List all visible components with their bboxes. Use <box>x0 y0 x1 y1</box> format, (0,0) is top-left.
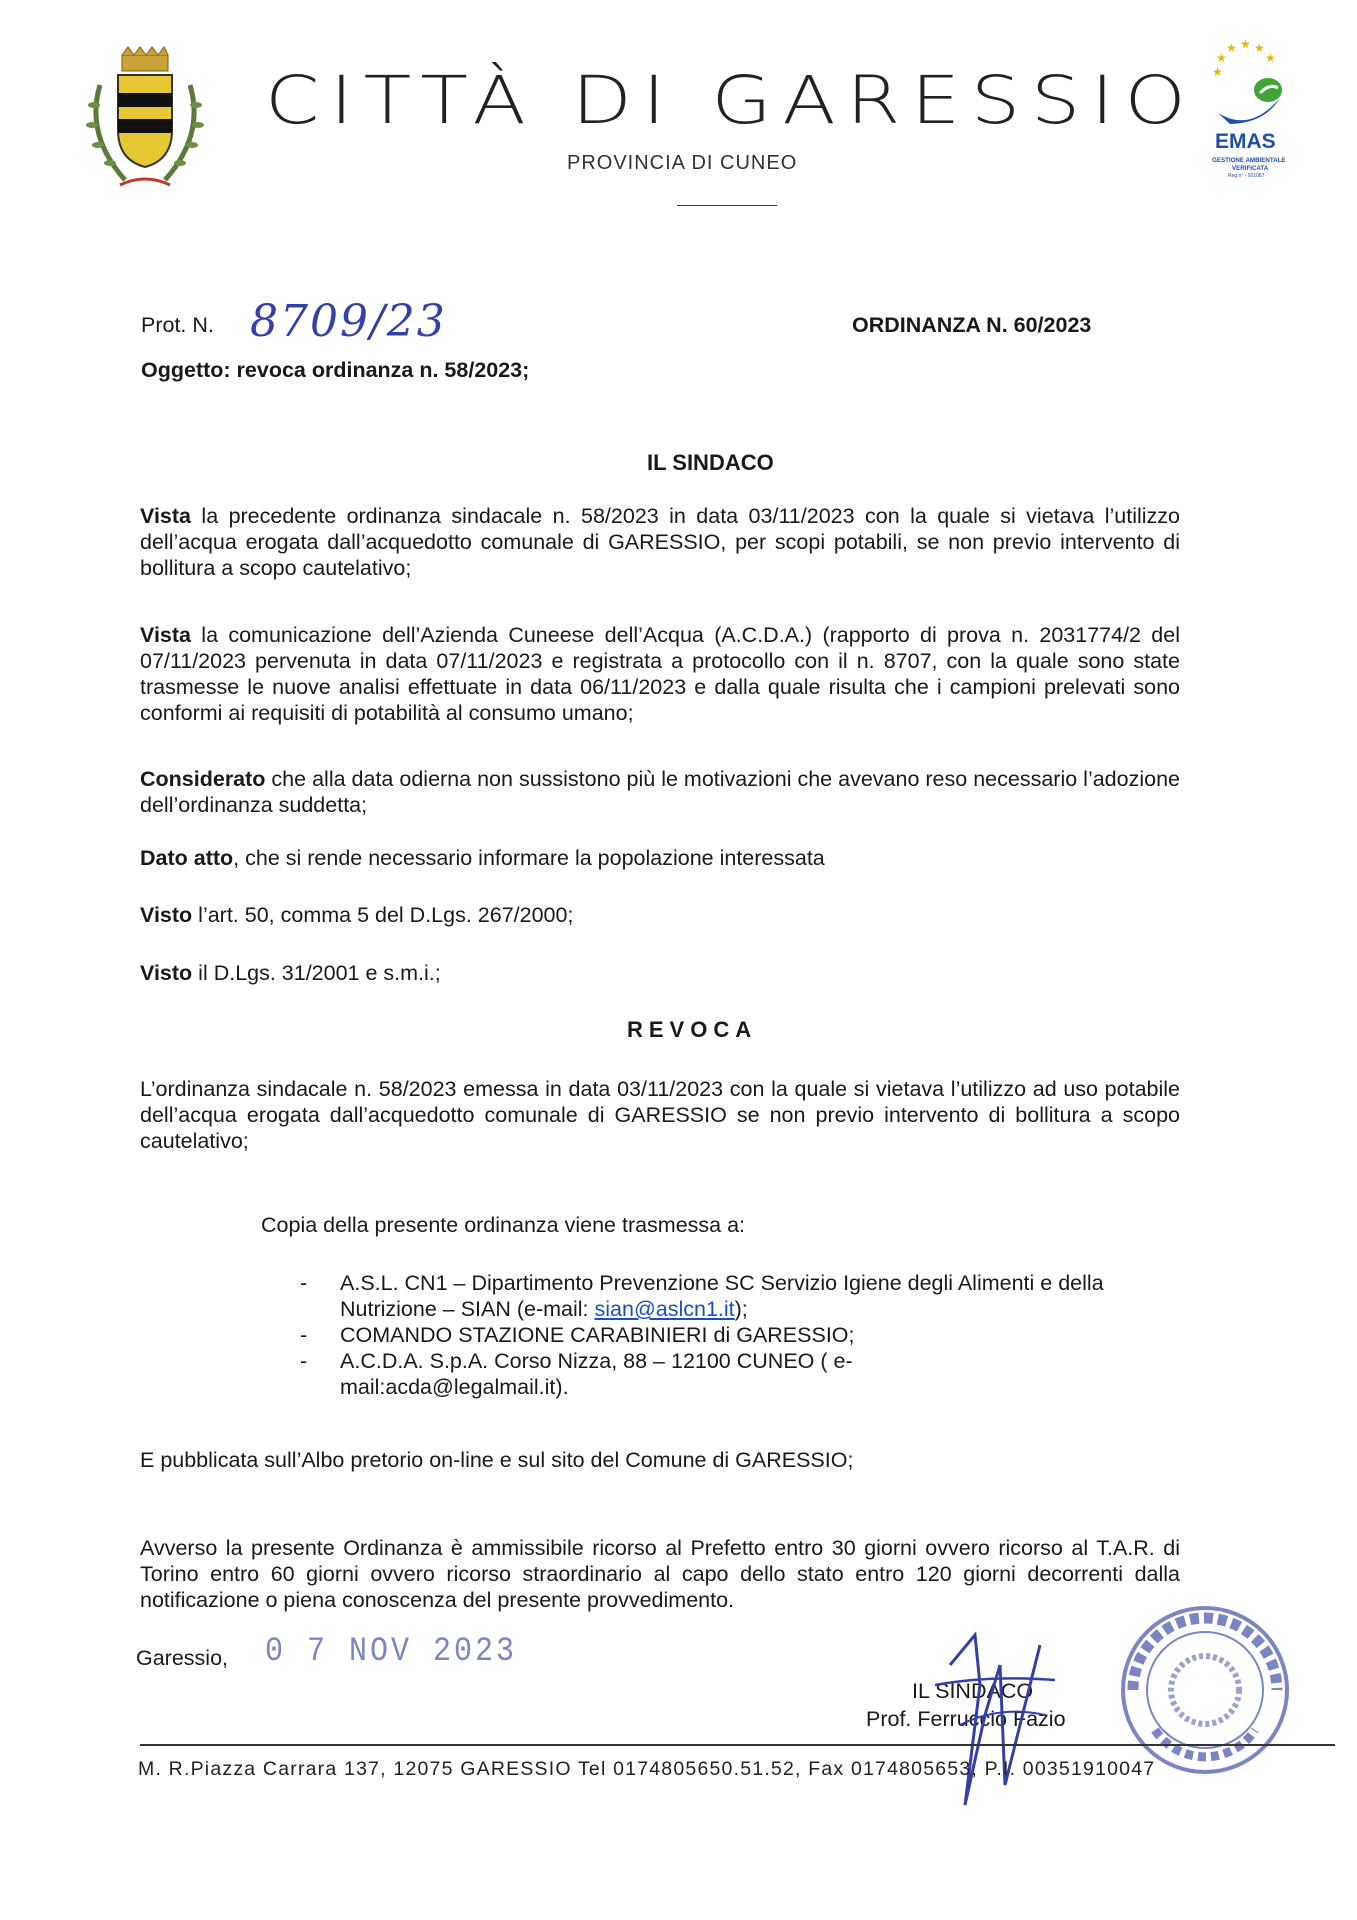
premise-paragraph <box>140 960 1180 986</box>
premise-text: la comunicazione dell’Azienda Cuneese dell’Acqua (A.C.D.A.) (rapporto di prova n. 2031774/2 del 07/11/2023 pervenuta in data 07/11/2023 e registrata a protocollo con il n. 8707, con la quale sono state trasmesse le nuove analisi effettuate in data 06/11/2023 e dalla quale risulta che i campioni prelevati sono conformi ai requisiti di potabilità al consumo umano; <box>140 623 1180 725</box>
protocol-label: Prot. N. <box>141 313 214 337</box>
premise-lead: Visto <box>140 961 193 985</box>
signer-name: Prof. Ferruccio Fazio <box>866 1707 1066 1731</box>
list-item <box>290 1270 1180 1322</box>
decision-heading: REVOCA <box>627 1017 758 1042</box>
emas-caption-2: VERIFICATA <box>1232 165 1269 172</box>
date-stamp: 0 7 NOV 2023 <box>265 1632 518 1672</box>
premise-text: l’art. 50, comma 5 del D.Lgs. 267/2000; <box>192 903 574 927</box>
handwritten-signature-icon <box>930 1605 1060 1840</box>
list-dash: - <box>300 1271 308 1295</box>
premise-paragraph <box>140 766 1180 818</box>
signer-role: IL SINDACO <box>912 1679 1034 1703</box>
emas-logo <box>1210 38 1290 188</box>
ordinance-number: ORDINANZA N. 60/2023 <box>852 313 1092 337</box>
svg-text:★: ★ <box>1212 65 1223 79</box>
svg-text:★: ★ <box>1265 51 1276 65</box>
footer-divider <box>140 1744 1335 1746</box>
recipient-text: A.C.D.A. S.p.A. Corso Nizza, 88 – 12100 CUNEO ( e-mail:acda@legalmail.it). <box>340 1349 853 1399</box>
footer-address: M. R.Piazza Carrara 137, 12075 GARESSIO Tel 0174805650.51.52, Fax 0174805653, P.I. 00351910047 <box>138 1758 1156 1780</box>
subject-line: Oggetto: revoca ordinanza n. 58/2023; <box>141 358 530 382</box>
header-divider <box>677 205 777 206</box>
list-item <box>290 1348 1040 1400</box>
premise-lead: Vista <box>140 623 191 647</box>
protocol-handwritten-number: 8709/23 <box>250 296 447 347</box>
svg-text:★: ★ <box>1254 41 1265 55</box>
comune-crest-icon <box>80 45 210 200</box>
list-item <box>290 1322 1180 1348</box>
recipient-text-after: ); <box>734 1297 748 1321</box>
premise-text: che alla data odierna non sussistono più le motivazioni che avevano reso necessario l’adozione dell’ordinanza suddetta; <box>140 767 1180 817</box>
premise-paragraph <box>140 503 1180 581</box>
premise-lead: Visto <box>140 903 193 927</box>
place-label: Garessio, <box>136 1646 229 1670</box>
list-dash: - <box>300 1349 308 1373</box>
premise-text: la precedente ordinanza sindacale n. 58/2023 in data 03/11/2023 con la quale si vietava l’utilizzo dell’acqua erogata dall’acquedotto comunale di GARESSIO, per scopi potabili, se non previo intervento di bollitura a scopo cautelativo; <box>140 504 1180 580</box>
premise-lead: Considerato <box>140 767 266 791</box>
svg-text:★: ★ <box>1226 41 1237 55</box>
appeal-paragraph: Avverso la presente Ordinanza è ammissibile ricorso al Prefetto entro 30 giorni ovvero ricorso al T.A.R. di Torino entro 60 giorni ovvero ricorso straordinario al capo dello stato entro 120 giorni decorrenti dalla notificazione o piena conoscenza del presente provvedimento. <box>140 1536 1180 1612</box>
copy-intro: Copia della presente ordinanza viene trasmessa a: <box>261 1213 746 1237</box>
premise-lead: Vista <box>140 504 191 528</box>
recipient-text: A.S.L. CN1 – Dipartimento Prevenzione SC Servizio Igiene degli Alimenti e della Nutrizione – SIAN (e-mail: <box>340 1271 1104 1321</box>
premise-paragraph <box>140 902 1180 928</box>
premise-lead: Dato atto <box>140 846 234 870</box>
issuer-heading: IL SINDACO <box>647 450 774 475</box>
recipient-text: COMANDO STAZIONE CARABINIERI di GARESSIO; <box>340 1323 855 1347</box>
list-dash: - <box>300 1323 308 1347</box>
premise-text: , che si rende necessario informare la popolazione interessata <box>233 846 825 870</box>
decision-paragraph: L’ordinanza sindacale n. 58/2023 emessa in data 03/11/2023 con la quale si vietava l’utilizzo ad uso potabile dell’acqua erogata dall’acquedotto comunale di GARESSIO se non previo intervento di bollitura a scopo cautelativo; <box>140 1077 1180 1153</box>
premise-text: il D.Lgs. 31/2001 e s.m.i.; <box>192 961 441 985</box>
province-subtitle: PROVINCIA DI CUNEO <box>567 152 798 174</box>
recipient-email-link[interactable]: sian@aslcn1.it <box>594 1297 735 1321</box>
emas-caption-1: GESTIONE AMBIENTALE <box>1212 157 1286 164</box>
premise-paragraph <box>140 622 1180 726</box>
recipient-list <box>290 1270 1180 1400</box>
publication-paragraph: E pubblicata sull’Albo pretorio on-line e sul sito del Comune di GARESSIO; <box>140 1448 854 1472</box>
emas-caption-3: Reg.n° - 001087 <box>1228 173 1265 179</box>
svg-text:★: ★ <box>1216 51 1227 65</box>
svg-text:★: ★ <box>1240 38 1251 51</box>
city-title: CITTÀ DI GARESSIO <box>265 62 1197 139</box>
emas-logo-name: EMAS <box>1215 130 1276 153</box>
premise-paragraph <box>140 845 1180 871</box>
